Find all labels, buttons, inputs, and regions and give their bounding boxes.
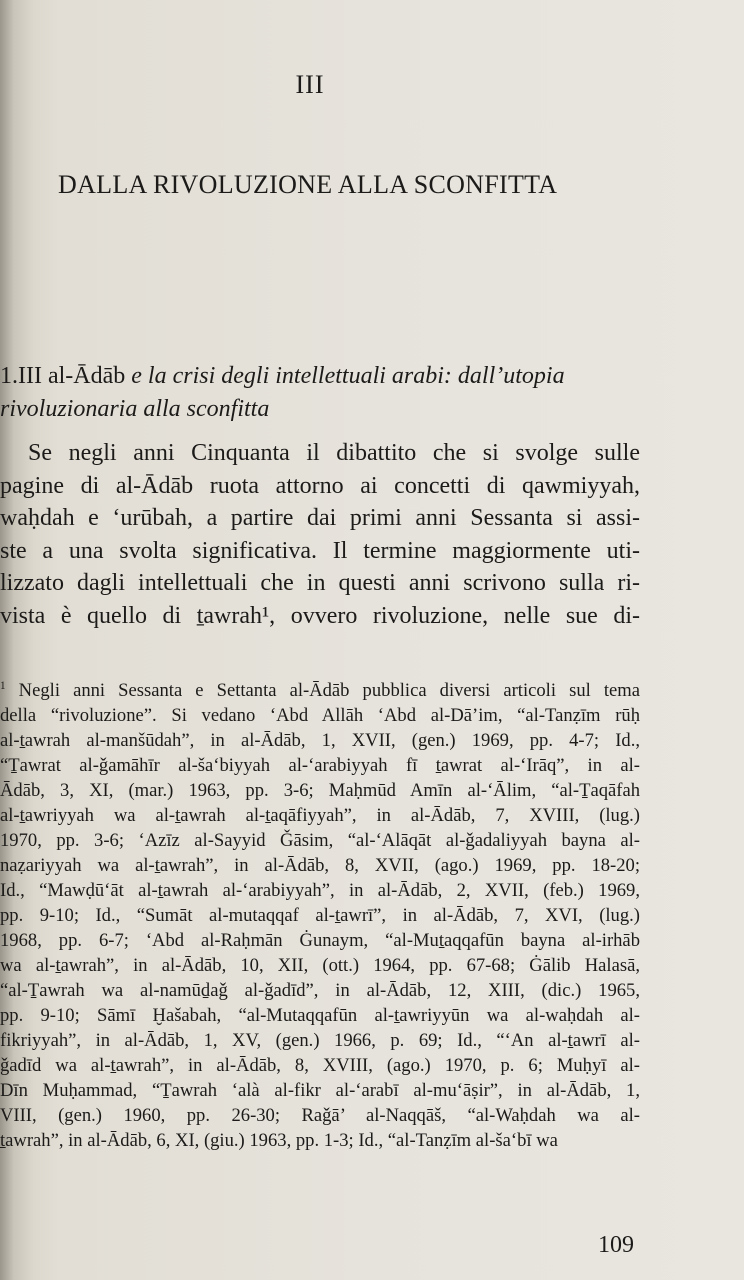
section-number: 1.III <box>0 363 42 389</box>
footnote-line: naẓariyyah wa al-ṯawrah”, in al-Ādāb, 8, XVII, (ago.) 1969, pp. 18-20; <box>0 855 640 876</box>
footnote-line <box>0 678 640 703</box>
body-paragraph <box>0 437 640 632</box>
section-heading <box>0 360 650 426</box>
footnote-line: “al-Ṯawrah wa al-namūḏaǧ al-ǧadīd”, in al-Ādāb, 12, XIII, (dic.) 1965, <box>0 980 640 1001</box>
section-title-part-2: rivoluzionaria alla sconfitta <box>0 396 270 422</box>
body-line: vista è quello di ṯawrah¹, ovvero rivoluzione, nelle sue di- <box>0 602 640 629</box>
footnote-line: Dīn Muḥammad, “Ṯawrah ‘alà al-fikr al-‘arabī al-mu‘āṣir”, in al-Ādāb, 1, <box>0 1080 640 1101</box>
footnote-line: 1968, pp. 6-7; ‘Abd al-Raḥmān Ġunaym, “al-Muṯaqqafūn bayna al-irhāb <box>0 930 640 951</box>
footnote-line: della “rivoluzione”. Si vedano ‘Abd Allāh ‘Abd al-Dā’im, “al-Tanẓīm rūḥ <box>0 705 640 726</box>
footnote <box>0 678 640 1153</box>
footnote-line: pp. 9-10; Id., “Sumāt al-mutaqqaf al-ṯawrī”, in al-Ādāb, 7, XVI, (lug.) <box>0 905 640 926</box>
footnote-line: pp. 9-10; Sāmī Ḫašabah, “al-Mutaqqafūn al-ṯawriyyūn wa al-waḥdah al- <box>0 1005 640 1026</box>
footnote-line: fikriyyah”, in al-Ādāb, 1, XV, (gen.) 1966, p. 69; Id., “‘An al-ṯawrī al- <box>0 1030 640 1051</box>
body-line: lizzato dagli intellettuali che in questi anni scrivono sulla ri- <box>0 570 640 596</box>
footnote-line: 1970, pp. 3-6; ‘Azīz al-Sayyid Ǧāsim, “al-‘Alāqāt al-ǧadaliyyah bayna al- <box>0 830 640 851</box>
footnote-marker: 1 <box>0 679 6 692</box>
section-title-journal: al-Ādāb <box>47 363 126 389</box>
footnote-line: VIII, (gen.) 1960, pp. 26-30; Raǧā’ al-Naqqāš, “al-Waḥdah wa al- <box>0 1105 640 1126</box>
body-line: Se negli anni Cinquanta il dibattito che si svolge sulle <box>28 440 640 466</box>
body-line: pagine di al-Ādāb ruota attorno ai concetti di qawmiyyah, <box>0 472 640 499</box>
footnote-line: Ādāb, 3, XI, (mar.) 1963, pp. 3-6; Maḥmūd Amīn al-‘Ālim, “al-Ṯaqāfah <box>0 780 640 801</box>
body-line: waḥdah e ‘urūbah, a partire dai primi anni Sessanta si assi- <box>0 505 640 531</box>
page-number: 109 <box>598 1232 634 1258</box>
footnote-line: ǧadīd wa al-ṯawrah”, in al-Ādāb, 8, XVIII, (ago.) 1970, p. 6; Muḥyī al- <box>0 1055 640 1076</box>
footnote-line: al-ṯawrah al-manšūdah”, in al-Ādāb, 1, XVII, (gen.) 1969, pp. 4-7; Id., <box>0 730 640 751</box>
footnote-line: ṯawrah”, in al-Ādāb, 6, XI, (giu.) 1963, pp. 1-3; Id., “al-Tanẓīm al-ša‘bī wa <box>0 1130 558 1151</box>
footnote-line: Id., “Mawḍū‘āt al-ṯawrah al-‘arabiyyah”, in al-Ādāb, 2, XVII, (feb.) 1969, <box>0 880 640 901</box>
footnote-line: wa al-ṯawrah”, in al-Ādāb, 10, XII, (ott.) 1964, pp. 67-68; Ġālib Halasā, <box>0 955 640 976</box>
chapter-number: III <box>295 70 325 99</box>
footnote-line: “Ṯawrat al-ǧamāhīr al-ša‘biyyah al-‘arabiyyah fī ṯawrat al-‘Irāq”, in al- <box>0 755 640 776</box>
footnote-line-text: Negli anni Sessanta e Settanta al-Ādāb pubblica diversi articoli sul tema <box>18 680 640 701</box>
footnote-line: al-ṯawriyyah wa al-ṯawrah al-ṯaqāfiyyah”, in al-Ādāb, 7, XVIII, (lug.) <box>0 805 640 826</box>
body-line: ste a una svolta significativa. Il termine maggiormente uti- <box>0 537 640 564</box>
chapter-title: DALLA RIVOLUZIONE ALLA SCONFITTA <box>58 170 558 199</box>
section-title-part-1: e la crisi degli intellettuali arabi: dall’utopia <box>131 363 565 389</box>
